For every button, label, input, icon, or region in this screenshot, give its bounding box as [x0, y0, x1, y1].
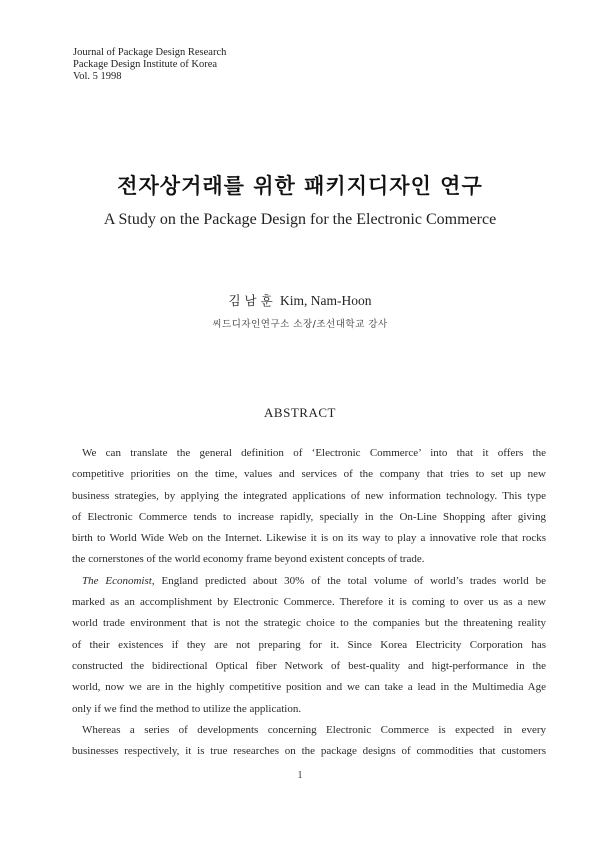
author-name-english: Kim, Nam-Hoon	[280, 293, 372, 308]
abstract-line: marked as an accomplishment by Electronic Commerce. Therefore it is coming to over us as a new	[72, 596, 546, 609]
title-korean: 전자상거래를 위한 패키지디자인 연구	[117, 174, 483, 198]
abstract-line: world, now we are in the highly competitive position and we can take a lead in the Multimedia Age	[72, 681, 546, 694]
abstract-heading: ABSTRACT	[264, 405, 336, 420]
abstract-line: competitive priorities on the time, values and services of the company that tries to set up new	[72, 468, 546, 481]
abstract-body	[72, 443, 546, 762]
journal-volume: Vol. 5 1998	[73, 71, 122, 82]
abstract-line: only if we find the method to utilize the application.	[72, 702, 302, 715]
author-affiliation: 씨드디자인연구소 소장/조선대학교 강사	[212, 319, 388, 330]
abstract-line: of their existences if they are not preparing for it. Since Korea Electricity Corporation has	[72, 638, 546, 651]
publication-name: The Economist	[82, 574, 152, 587]
page-number: 1	[297, 770, 303, 781]
abstract-line: birth to World Wide Web on the Internet. Likewise it is on its way to play a innovative role that rocks	[72, 532, 546, 545]
abstract-line: constructed the bidirectional Optical fiber Network of best-quality and higt-performance in the	[72, 659, 546, 672]
abstract-line: of Electronic Commerce tends to increase rapidly, specially in the On-Line Shopping after giving	[72, 510, 546, 523]
abstract-line-text: , England predicted about 30% of the total volume of world’s trades world be	[151, 574, 546, 587]
abstract-line: businesses respectively, it is true researches on the package designs of commodities that customers	[72, 745, 546, 758]
author-line	[0, 291, 600, 309]
abstract-line: the cornerstones of the world economy frame beyond existent concepts of trade.	[72, 553, 425, 566]
title-english: A Study on the Package Design for the Electronic Commerce	[103, 211, 497, 228]
author-name-korean: 김 남 훈	[228, 293, 273, 308]
abstract-line: world trade environment that is not the strategic choice to the companies but the threatening reality	[72, 617, 546, 630]
journal-header	[73, 47, 226, 83]
abstract-line: business strategies, by applying the integrated applications of new information technology. This type	[72, 489, 546, 502]
abstract-line: We can translate the general definition of ‘Electronic Commerce’ into that it offers the	[82, 447, 546, 459]
journal-name: Journal of Package Design Research	[73, 47, 227, 58]
journal-publisher: Package Design Institute of Korea	[73, 59, 218, 70]
abstract-line	[72, 571, 546, 592]
abstract-line: Whereas a series of developments concerning Electronic Commerce is expected in every	[82, 723, 546, 736]
